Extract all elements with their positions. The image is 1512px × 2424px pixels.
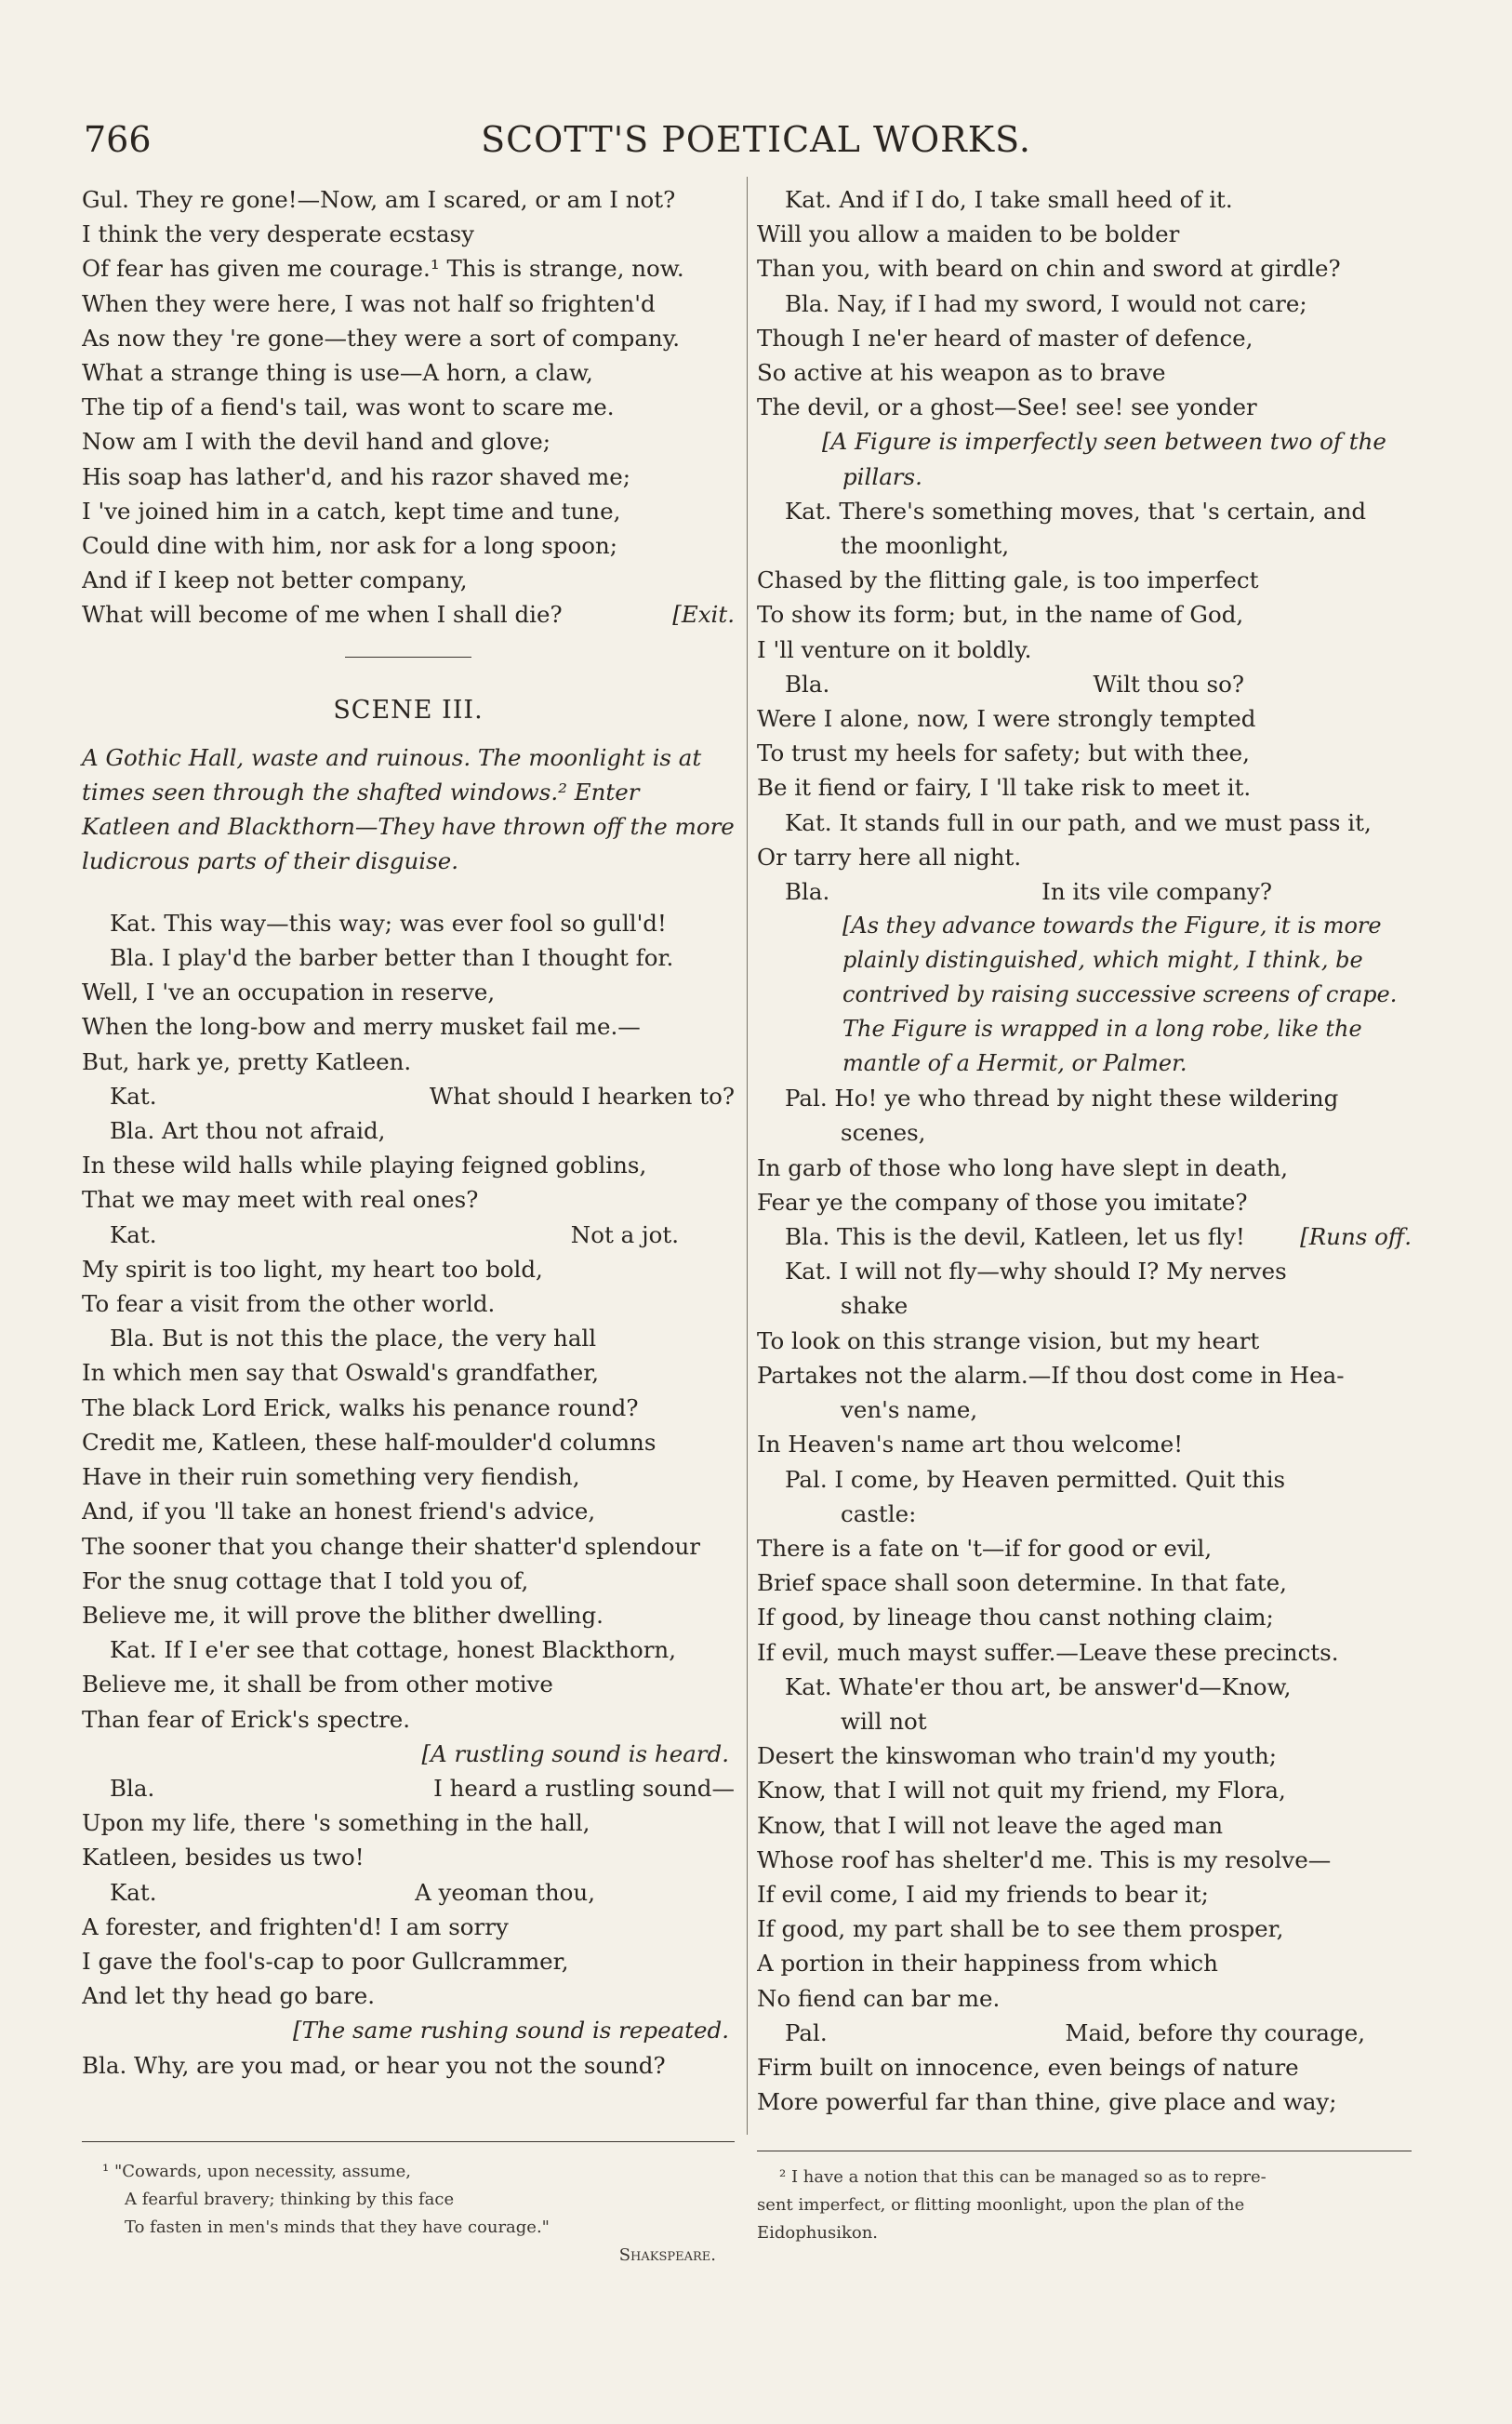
dialogue-line: I gave the fool's-cap to poor Gullcrammer, <box>82 1947 569 1975</box>
dialogue-line: Were I alone, now, I were strongly tempted <box>757 705 1256 733</box>
dialogue-line: If evil, much mayst suffer.—Leave these precincts. <box>757 1638 1339 1666</box>
dialogue-line: To show its form; but, in the name of God, <box>757 601 1244 629</box>
text-line: What a strange thing is use—A horn, a claw, <box>82 359 593 387</box>
text-line: His soap has lather'd, and his razor shaved me; <box>82 462 631 490</box>
dialogue-line: Than you, with beard on chin and sword at girdle? <box>757 255 1341 283</box>
dialogue-line: Firm built on innocence, even beings of nature <box>757 2053 1299 2081</box>
dialogue-line: If good, by lineage thou canst nothing claim; <box>757 1604 1274 1632</box>
text-line: And if I keep not better company, <box>82 566 468 594</box>
dialogue-line: Fear ye the company of those you imitate? <box>757 1188 1248 1216</box>
dialogue-text: Wilt thou so? <box>1093 670 1244 698</box>
dialogue-line <box>757 1219 1412 1254</box>
dialogue-line: In these wild halls while playing feigned goblins, <box>82 1152 647 1179</box>
text-line: As now they 're gone—they were a sort of company. <box>82 324 681 352</box>
dialogue-line: Bla. But is not this the place, the very hall <box>110 1325 597 1352</box>
dialogue-line: The black Lord Erick, walks his penance round? <box>82 1393 639 1421</box>
dialogue-text: Maid, before thy courage, <box>1065 2018 1365 2046</box>
dialogue-line: More powerful far than thine, give place and way; <box>757 2088 1337 2116</box>
text-line: I 've joined him in a catch, kept time and tune, <box>82 497 621 525</box>
dialogue-line: So active at his weapon as to brave <box>757 359 1166 387</box>
scene-title: SCENE III. <box>333 695 484 725</box>
text-line: When they were here, I was not half so frighten'd <box>82 289 656 317</box>
speaker-name: Kat. <box>110 1082 157 1110</box>
dialogue-line: In garb of those who long have slept in death, <box>757 1153 1289 1181</box>
dialogue-line: To trust my heels for safety; but with thee, <box>757 739 1250 767</box>
dialogue-line: Chased by the flitting gale, is too imperfect <box>757 566 1259 594</box>
dialogue-line: Know, that I will not leave the aged man <box>757 1811 1224 1839</box>
footnote-left <box>102 2158 716 2270</box>
left-column <box>82 182 735 2083</box>
running-title: SCOTT'S POETICAL WORKS. <box>481 119 1031 160</box>
footnote-line: ² I have a notion that this can be managed so as to repre- <box>779 2167 1267 2187</box>
dialogue-line: There is a fate on 't—if for good or evil, <box>757 1534 1213 1562</box>
speaker-name: Bla. <box>785 670 830 698</box>
dialogue-line: In which men say that Oswald's grandfather, <box>82 1359 600 1387</box>
dialogue-line: Desert the kinswoman who train'd my youth; <box>757 1742 1278 1770</box>
dialogue-line: If evil come, I aid my friends to bear it; <box>757 1880 1209 1908</box>
dialogue-line: Bla. I play'd the barber better than I thought for. <box>110 944 674 972</box>
dialogue-line: Partakes not the alarm.—If thou dost come in Hea- <box>757 1361 1345 1389</box>
speaker-name: Kat. <box>110 1878 157 1906</box>
dialogue-line: Believe me, it shall be from other motive <box>82 1671 553 1698</box>
dialogue-line: Kat. This way—this way; was ever fool so gull'd! <box>110 909 667 937</box>
dialogue-line: Will you allow a maiden to be bolder <box>757 220 1180 248</box>
dialogue-line: Bla. Why, are you mad, or hear you not the sound? <box>82 2051 666 2079</box>
dialogue-line: Upon my life, there 's something in the hall, <box>82 1809 590 1837</box>
footnote-line: Eidophusikon. <box>757 2223 879 2243</box>
dialogue-line: A portion in their happiness from which <box>757 1950 1218 1978</box>
dialogue-text: I heard a rustling sound— <box>433 1774 735 1802</box>
dialogue-text: Bla. This is the devil, Katleen, let us fly! <box>785 1223 1245 1251</box>
stage-direction-inline: [A Figure is imperfectly seen between two of the <box>822 428 1386 456</box>
dialogue-line: Kat. It stands full in our path, and we must pass it, <box>785 808 1372 836</box>
dialogue-line: castle: <box>841 1499 917 1527</box>
dialogue-line <box>82 1218 735 1252</box>
dialogue-line: Believe me, it will prove the blither dwelling. <box>82 1601 603 1629</box>
right-column <box>757 182 1412 2119</box>
speaker-name: Bla. <box>110 1774 155 1802</box>
dialogue-line: Kat. And if I do, I take small heed of it. <box>785 186 1233 213</box>
dialogue-line: For the snug cottage that I told you of, <box>82 1566 529 1594</box>
dialogue-line: will not <box>841 1707 927 1735</box>
dialogue-line: ven's name, <box>841 1396 978 1424</box>
dialogue-text: Not a jot. <box>570 1220 679 1248</box>
stage-direction-inline: [Runs off. <box>1300 1223 1412 1251</box>
dialogue-line: The devil, or a ghost—See! see! see yonder <box>757 393 1257 421</box>
dialogue-line: Bla. Art thou not afraid, <box>110 1117 386 1145</box>
dialogue-line <box>757 874 1412 909</box>
dialogue-line: the moonlight, <box>841 532 1010 560</box>
dialogue-line: My spirit is too light, my heart too bold, <box>82 1255 543 1283</box>
dialogue-line <box>757 2016 1412 2050</box>
footnote-rule-left <box>82 2141 735 2142</box>
stage-direction: A Gothic Hall, waste and ruinous. The moonlight is at times seen through the shafted windows.² Enter Katleen and Blackthorn—They have thrown off the more ludicrous parts of their disguise. <box>82 743 735 874</box>
dialogue-line: Bla. Nay, if I had my sword, I would not care; <box>785 289 1307 317</box>
dialogue-line: scenes, <box>841 1119 926 1147</box>
text-line: Gul. They re gone!—Now, am I scared, or am I not? <box>82 186 676 213</box>
dialogue-line: Or tarry here all night. <box>757 843 1022 871</box>
dialogue-line: Than fear of Erick's spectre. <box>82 1705 410 1733</box>
text-line: I think the very desperate ecstasy <box>82 220 474 248</box>
dialogue-line: To fear a visit from the other world. <box>82 1290 496 1318</box>
dialogue-line: Well, I 've an occupation in reserve, <box>82 979 496 1006</box>
dialogue-text: A yeoman thou, <box>415 1878 595 1906</box>
dialogue-line: Though I ne'er heard of master of defence, <box>757 324 1253 352</box>
dialogue-line <box>82 1079 735 1113</box>
dialogue-line: Pal. Ho! ye who thread by night these wildering <box>785 1085 1339 1112</box>
speaker-name: Kat. <box>110 1220 157 1248</box>
dialogue-line: Credit me, Katleen, these half-moulder'd columns <box>82 1428 657 1456</box>
dialogue-line: Kat. Whate'er thou art, be answer'd—Know, <box>785 1672 1292 1700</box>
column-divider <box>747 177 748 2135</box>
footnote-right <box>757 2164 1412 2247</box>
stage-direction-inline: [A rustling sound is heard. <box>421 1739 729 1767</box>
dialogue-line: Kat. If I e'er see that cottage, honest Blackthorn, <box>110 1636 676 1664</box>
dialogue-line: And, if you 'll take an honest friend's advice, <box>82 1498 596 1525</box>
text-line: Now am I with the devil hand and glove; <box>82 428 551 456</box>
dialogue-line <box>82 1771 735 1805</box>
text-line: Could dine with him, nor ask for a long spoon; <box>82 532 617 560</box>
footnote-line: A fearful bravery; thinking by this face <box>125 2190 455 2209</box>
footnote-line: sent imperfect, or flitting moonlight, upon the plan of the <box>757 2195 1245 2215</box>
footnote-attribution: Shakspeare. <box>618 2245 716 2265</box>
dialogue-line: Know, that I will not quit my friend, my Flora, <box>757 1777 1286 1805</box>
dialogue-line: The sooner that you change their shatter'd splendour <box>82 1532 700 1560</box>
text-line: The tip of a fiend's tail, was wont to scare me. <box>82 393 615 421</box>
dialogue-line: Be it fiend or fairy, I 'll take risk to meet it. <box>757 774 1252 802</box>
page-header <box>0 119 1512 166</box>
dialogue-line: But, hark ye, pretty Katleen. <box>82 1047 412 1075</box>
page-number: 766 <box>84 119 152 160</box>
dialogue-line: Whose roof has shelter'd me. This is my resolve— <box>757 1845 1332 1873</box>
dialogue-line: Kat. There's something moves, that 's certain, and <box>785 497 1367 525</box>
text-line: Of fear has given me courage.¹ This is strange, now. <box>82 255 684 283</box>
dialogue-line: In Heaven's name art thou welcome! <box>757 1431 1184 1458</box>
footnote-line: ¹ "Cowards, upon necessity, assume, <box>102 2162 411 2181</box>
dialogue-line <box>82 1875 735 1910</box>
dialogue-line: No fiend can bar me. <box>757 1984 1001 2012</box>
footnote-line: To fasten in men's minds that they have courage." <box>125 2218 550 2237</box>
dialogue-line: I 'll venture on it boldly. <box>757 635 1032 663</box>
dialogue-line: Pal. I come, by Heaven permitted. Quit this <box>785 1465 1286 1493</box>
text-line-span: What will become of me when I shall die? <box>82 601 563 629</box>
dialogue-line <box>757 667 1412 701</box>
dialogue-line: A forester, and frighten'd! I am sorry <box>82 1912 509 1940</box>
dialogue-line: shake <box>841 1292 909 1320</box>
stage-direction-inline: [The same rushing sound is repeated. <box>293 2017 729 2044</box>
dialogue-line: If good, my part shall be to see them prosper, <box>757 1915 1284 1943</box>
dialogue-line: Have in their ruin something very fiendish, <box>82 1463 580 1491</box>
dialogue-line: That we may meet with real ones? <box>82 1186 479 1214</box>
dialogue-text: In its vile company? <box>1041 878 1272 906</box>
dialogue-line: And let thy head go bare. <box>82 1982 376 2010</box>
stage-direction: [As they advance towards the Figure, it is more plainly distinguished, which might, I think, be contrived by raising successive screens of crape. The Figure is wrapped in a long robe, like the mantle of a Hermit, or Palmer. <box>842 912 1398 1077</box>
dialogue-line: Katleen, besides us two! <box>82 1844 365 1871</box>
speaker-name: Pal. <box>785 2018 828 2046</box>
dialogue-line: To look on this strange vision, but my heart <box>757 1326 1260 1354</box>
scene-rule <box>345 657 471 658</box>
dialogue-line: Kat. I will not fly—why should I? My nerves <box>785 1258 1287 1285</box>
stage-direction-inline: pillars. <box>842 462 922 490</box>
dialogue-line: Brief space shall soon determine. In that fate, <box>757 1569 1287 1597</box>
spacer <box>82 878 735 906</box>
speaker-name: Bla. <box>785 878 830 906</box>
dialogue-text: What should I hearken to? <box>429 1082 735 1110</box>
exit-direction: [Exit. <box>672 601 735 629</box>
text-line <box>82 597 735 632</box>
dialogue-line: When the long-bow and merry musket fail me.— <box>82 1013 641 1041</box>
